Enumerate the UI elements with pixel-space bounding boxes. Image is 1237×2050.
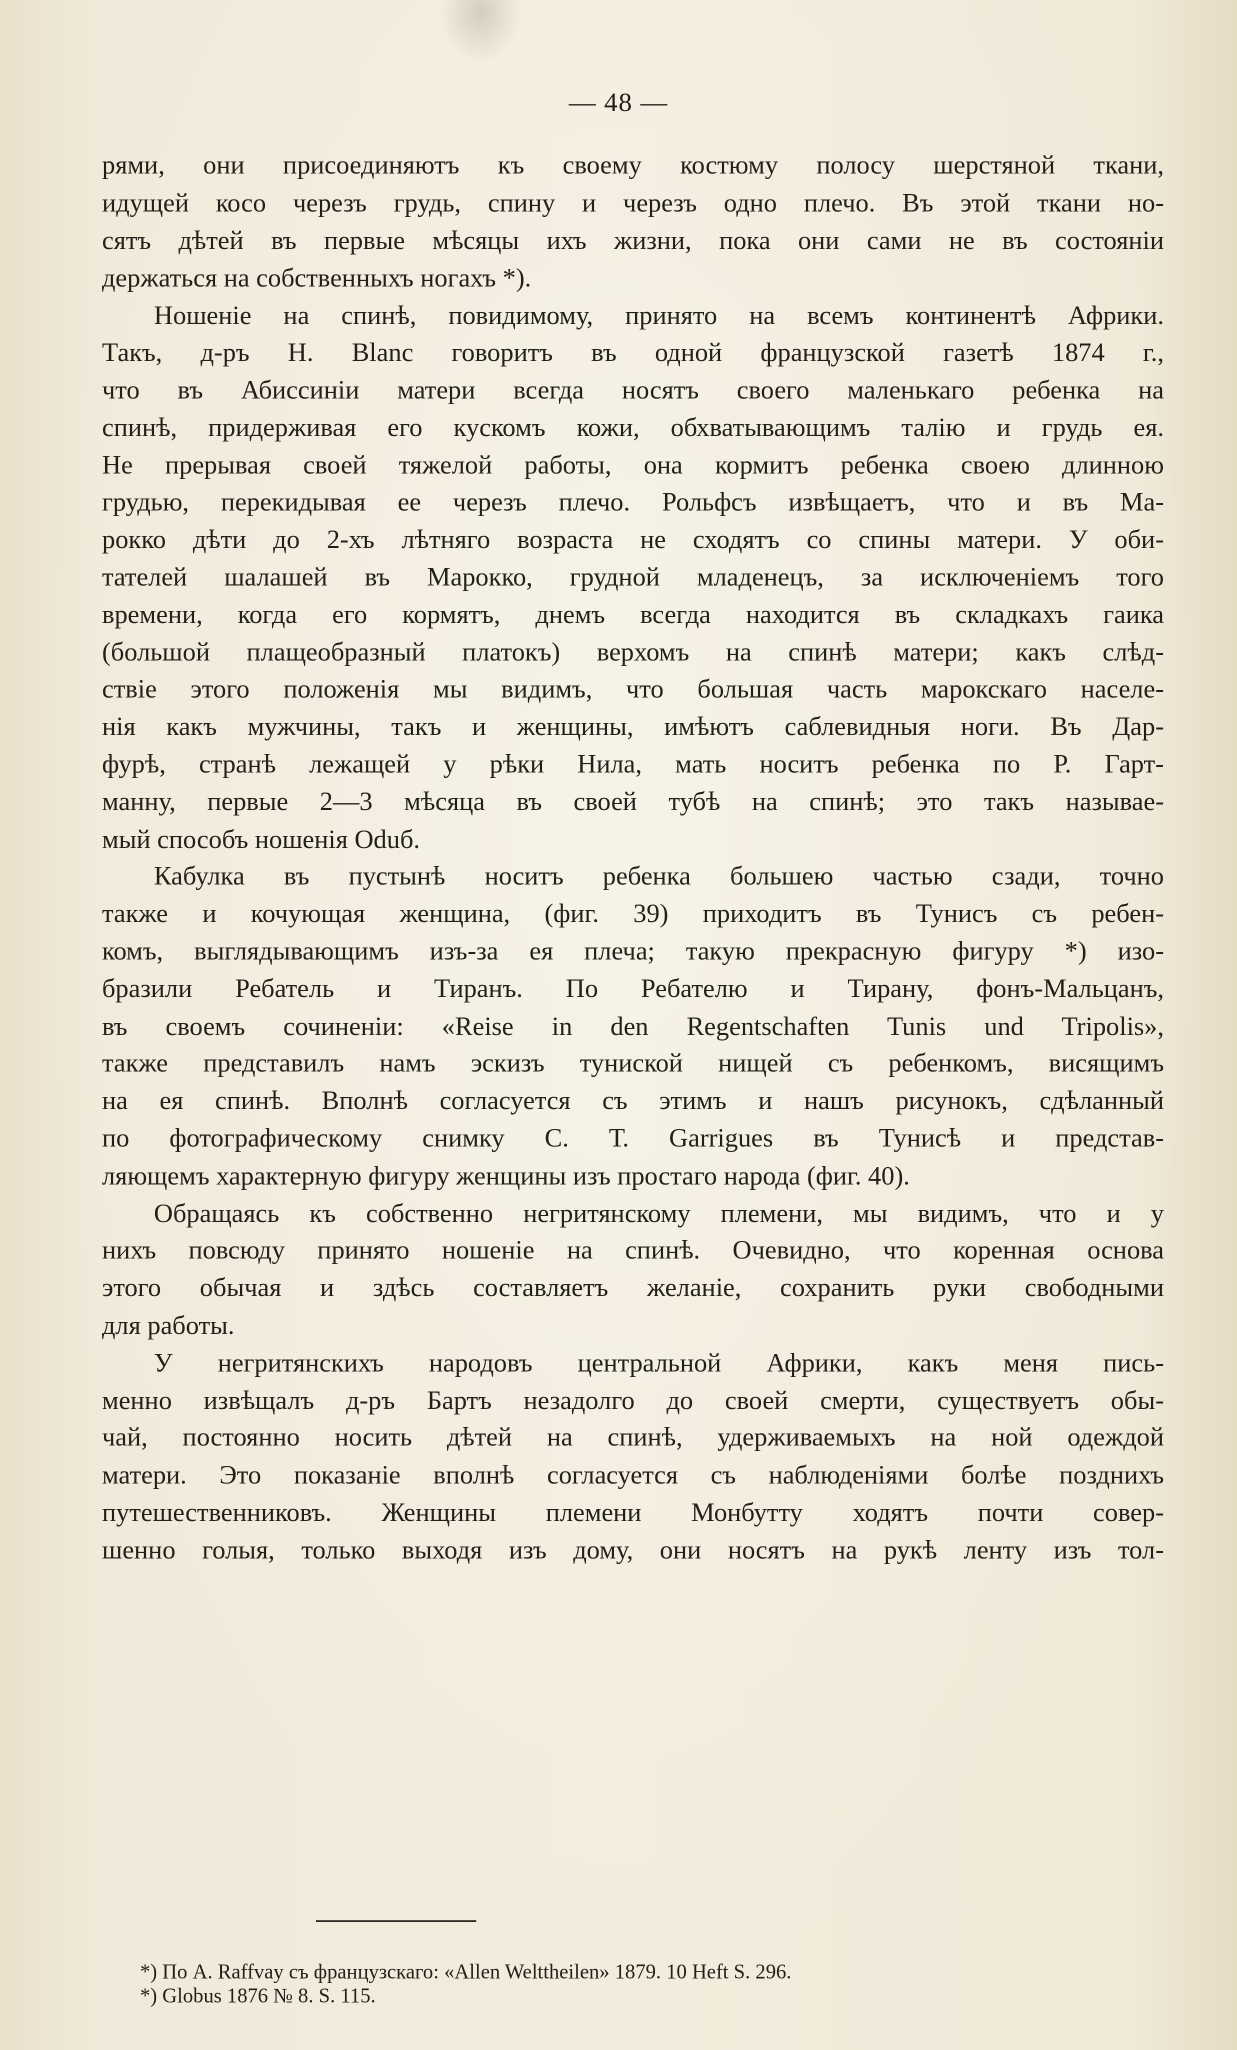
text-line: спинѣ, придерживая его кускомъ кожи, обхватывающимъ талію и грудь ея. <box>101 413 1164 443</box>
text-line: ствіе этого положенія мы видимъ, что большая часть марокскаго населе- <box>101 675 1164 705</box>
text-line: шенно голыя, только выходя изъ дому, они носятъ на рукѣ ленту изъ тол- <box>101 1535 1164 1565</box>
text-line: тателей шалашей въ Марокко, грудной младенецъ, за исключеніемъ того <box>101 563 1164 592</box>
text-line: бразили Ребатель и Тиранъ. По Ребателю и Тирану, фонъ-Мальцанъ, <box>101 974 1164 1004</box>
text-line: по фотографическому снимку С. Т. Garrigues въ Тунисѣ и представ- <box>101 1124 1164 1154</box>
body-text <box>102 148 1164 1570</box>
text-line: Обращаясь къ собственно негритянскому племени, мы видимъ, что и у <box>153 1199 1164 1228</box>
footnotes <box>140 1960 1035 2008</box>
text-line: что въ Абиссиніи матери всегда носятъ своего маленькаго ребенка на <box>101 376 1164 405</box>
text-line: рями, они присоединяютъ къ своему костюму полосу шерстяной ткани, <box>101 151 1164 181</box>
text-line: также и кочующая женщина, (фиг. 39) приходитъ въ Тунисъ съ ребен- <box>101 899 1164 929</box>
text-line: путешественниковъ. Женщины племени Монбутту ходятъ почти совер- <box>101 1498 1164 1528</box>
text-line: Кабулка въ пустынѣ носитъ ребенка большею частью сзади, точно <box>153 862 1164 892</box>
text-line: Такъ, д-ръ H. Blanc говоритъ въ одной французской газетѣ 1874 г., <box>101 338 1164 368</box>
text-line: на ея спинѣ. Вполнѣ согласуется съ этимъ и нашъ рисунокъ, сдѣланный <box>101 1086 1164 1116</box>
text-line: комъ, выглядывающимъ изъ-за ея плеча; такую прекрасную фигуру *) изо- <box>101 937 1164 966</box>
text-line: сятъ дѣтей въ первые мѣсяцы ихъ жизни, пока они сами не въ состояніи <box>101 226 1164 256</box>
page-smudge <box>440 0 521 63</box>
text-line: идущей косо черезъ грудь, спину и черезъ одно плечо. Въ этой ткани но- <box>101 188 1164 218</box>
text-line: ляющемъ характерную фигуру женщины изъ простаго народа (фиг. 40). <box>101 1161 910 1191</box>
text-line: фурѣ, странѣ лежащей у рѣки Нила, мать носитъ ребенка по Р. Гарт- <box>101 750 1164 779</box>
text-line: нія какъ мужчины, такъ и женщины, имѣютъ саблевидныя ноги. Въ Дар- <box>101 712 1164 742</box>
text-line: манну, первые 2—3 мѣсяца въ своей тубѣ на спинѣ; это такъ называе- <box>101 787 1164 817</box>
text-line: также представилъ намъ эскизъ туниской нищей съ ребенкомъ, висящимъ <box>101 1049 1164 1079</box>
text-line: чай, постоянно носить дѣтей на спинѣ, удерживаемыхъ на ной одеждой <box>101 1423 1164 1453</box>
text-line: этого обычая и здѣсь составляетъ желаніе, сохранить руки свободными <box>101 1274 1164 1303</box>
text-line: грудью, перекидывая ее черезъ плечо. Рольфсъ извѣщаетъ, что и въ Ма- <box>101 488 1164 517</box>
text-line: держаться на собственныхъ ногахъ *). <box>101 263 532 293</box>
text-line: Ношеніе на спинѣ, повидимому, принято на всемъ континентѣ Африки. <box>153 301 1164 330</box>
footnote: *) Globus 1876 № 8. S. 115. <box>139 1985 376 2008</box>
text-line: матери. Это показаніе вполнѣ согласуется съ наблюденіями болѣе позднихъ <box>101 1461 1164 1490</box>
text-line: для работы. <box>101 1311 235 1341</box>
text-line: Не прерывая своей тяжелой работы, она кормитъ ребенка своею длинною <box>101 450 1164 480</box>
text-line: времени, когда его кормятъ, днемъ всегда находится въ складкахъ гаика <box>101 600 1164 630</box>
footnote: *) По A. Raffvay съ французскаго: «Allen Welttheilen» 1879. 10 Heft S. 296. <box>139 1960 792 1984</box>
footnote-divider <box>316 1920 476 1922</box>
text-line: мый способъ ношенія Oduб. <box>101 825 421 854</box>
text-line: У негритянскихъ народовъ центральной Африки, какъ меня пись- <box>153 1348 1164 1378</box>
text-line: менно извѣщалъ д-ръ Бартъ незадолго до своей смерти, существуетъ обы- <box>101 1386 1164 1415</box>
text-line: въ своемъ сочиненіи: «Reise in den Regentschaften Tunis und Tripolis», <box>101 1012 1164 1041</box>
text-line: нихъ повсюду принято ношеніе на спинѣ. Очевидно, что коренная основа <box>101 1236 1164 1266</box>
page-number: — 48 — <box>568 87 669 118</box>
text-line: рокко дѣти до 2-хъ лѣтняго возраста не сходятъ со спины матери. У оби- <box>101 525 1164 555</box>
text-line: (большой плащеобразный платокъ) верхомъ на спинѣ матери; какъ слѣд- <box>101 637 1164 667</box>
